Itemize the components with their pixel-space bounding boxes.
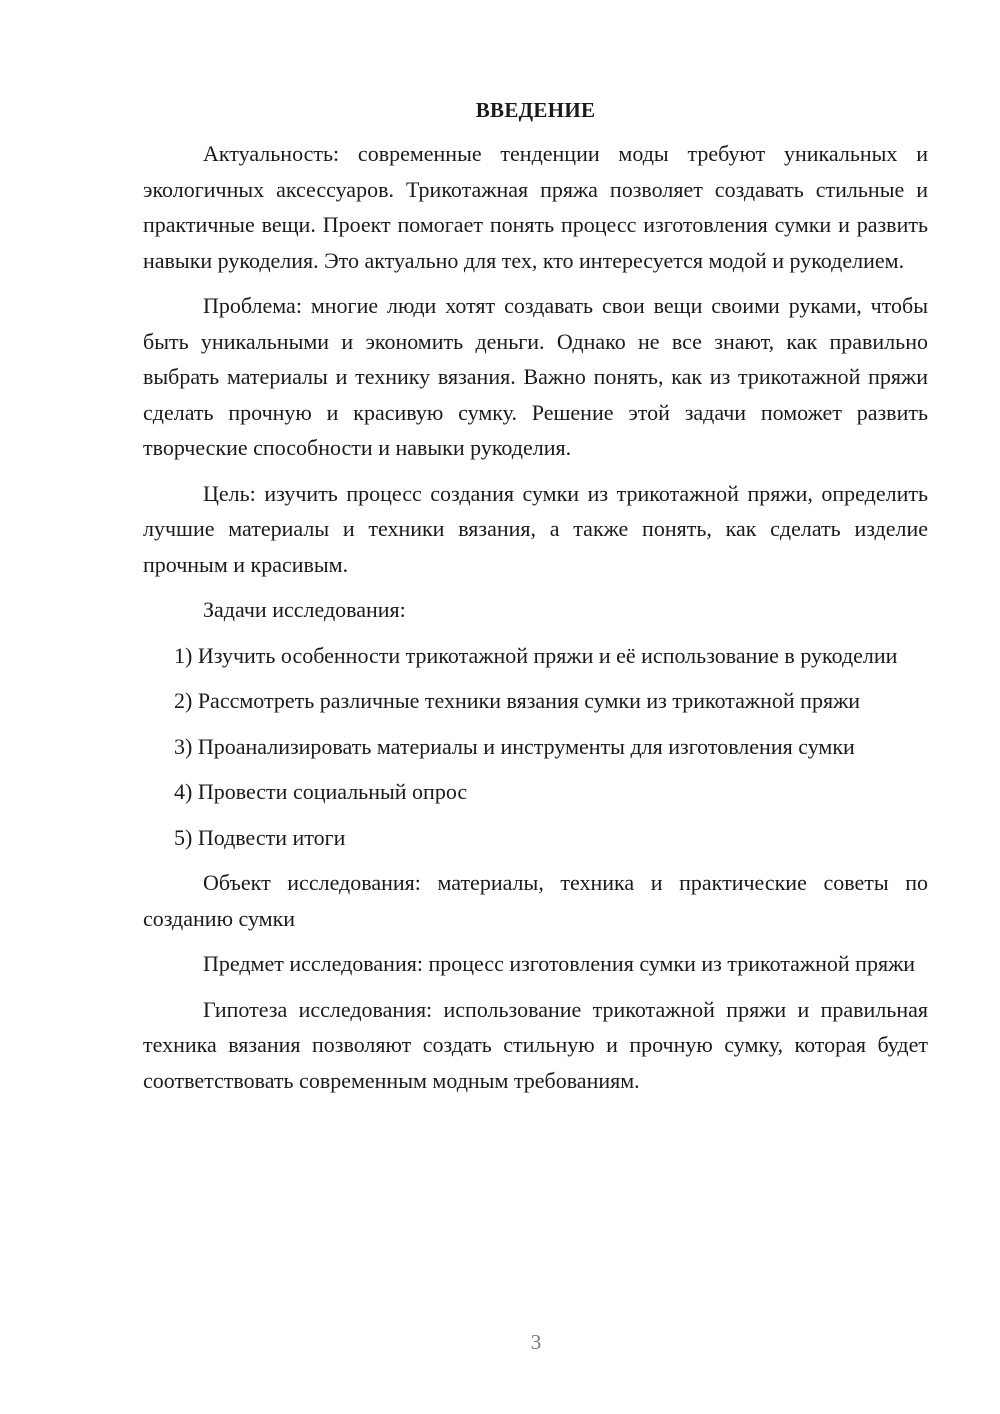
task-item-1: 1) Изучить особенности трикотажной пряжи и её использование в рукоделии bbox=[174, 642, 898, 668]
subject-paragraph: Предмет исследования: процесс изготовления сумки из трикотажной пряжи bbox=[203, 951, 916, 976]
relevance-paragraph: Актуальность: современные тенденции моды требуют уникальных и экологичных аксессуаров. Трикотажная пряжа позволяет создавать стильные и практичные вещи. Проект помогает понять процесс изготовления сумки и развить навыки рукоделия. Это актуально для тех, кто интересуется модой и рукоделием. bbox=[143, 141, 928, 273]
problem-paragraph: Проблема: многие люди хотят создавать свои вещи своими руками, чтобы быть уникальными и экономить деньги. Однако не все знают, как правильно выбрать материалы и технику вязания. Важно понять, как из трикотажной пряжи сделать прочную и красивую сумку. Решение этой задачи поможет развить творческие способности и навыки рукоделия. bbox=[143, 293, 928, 460]
document-page bbox=[143, 92, 928, 1108]
hypothesis-paragraph: Гипотеза исследования: использование трикотажной пряжи и правильная техника вязания позволяют создать стильную и прочную сумку, которая будет соответствовать современным модным требованиям. bbox=[143, 996, 928, 1093]
page-number: 3 bbox=[530, 1330, 542, 1354]
section-heading: ВВЕДЕНИЕ bbox=[475, 98, 596, 122]
goal-paragraph: Цель: изучить процесс создания сумки из трикотажной пряжи, определить лучшие материалы и техники вязания, а также понять, как сделать изделие прочным и красивым. bbox=[143, 480, 928, 577]
task-item-5: 5) Подвести итоги bbox=[174, 824, 346, 850]
task-item-3: 3) Проанализировать материалы и инструменты для изготовления сумки bbox=[174, 733, 855, 759]
task-item-2: 2) Рассмотреть различные техники вязания сумки из трикотажной пряжи bbox=[174, 688, 861, 713]
object-paragraph: Объект исследования: материалы, техника и практические советы по созданию сумки bbox=[143, 870, 928, 931]
task-item-4: 4) Провести социальный опрос bbox=[174, 779, 468, 804]
tasks-heading: Задачи исследования: bbox=[203, 597, 406, 622]
